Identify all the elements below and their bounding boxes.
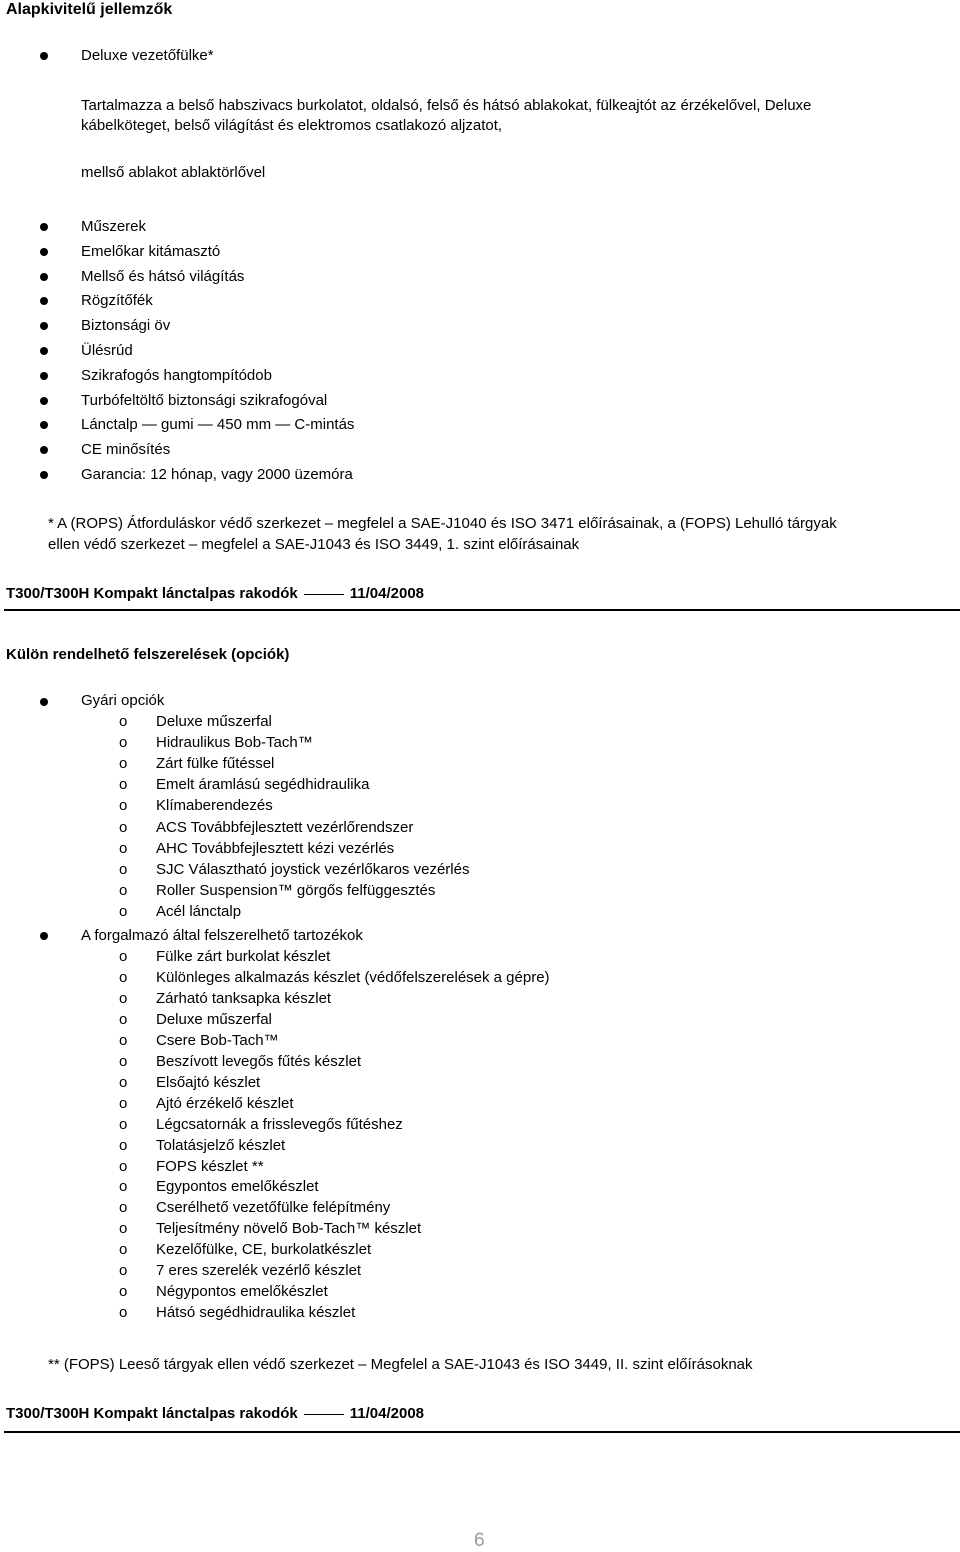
footer-rule-2 <box>4 1431 960 1433</box>
circle-bullet: o <box>119 860 128 878</box>
deluxe-cab-item: Deluxe vezetőfülke* <box>81 47 214 64</box>
list-item: Kezelőfülke, CE, burkolatkészlet <box>156 1241 372 1259</box>
list-item: Egypontos emelőkészlet <box>156 1178 319 1196</box>
list-item: Biztonsági öv <box>81 317 171 335</box>
circle-bullet: o <box>119 1115 128 1133</box>
bullet <box>40 248 48 256</box>
circle-bullet: o <box>119 968 128 986</box>
factory-options-label: Gyári opciók <box>81 692 165 709</box>
list-item: Mellső és hátsó világítás <box>81 267 245 285</box>
bullet <box>40 223 48 231</box>
footer-rule <box>4 609 960 611</box>
list-item: CE minősítés <box>81 441 171 459</box>
bullet <box>40 52 48 60</box>
footer-date: 11/04/2008 <box>349 1405 425 1422</box>
list-item: Deluxe műszerfal <box>156 1010 272 1028</box>
circle-bullet: o <box>119 713 128 730</box>
list-item: Lánctalp — gumi — 450 mm — C-mintás <box>81 416 355 434</box>
deluxe-description-line-2: kábelköteget, belső világítást és elektromos csatlakozó aljzatot, <box>81 117 503 134</box>
bullet <box>40 471 48 479</box>
list-item: Tolatásjelző készlet <box>156 1136 286 1154</box>
circle-bullet: o <box>119 1283 128 1301</box>
list-item: Szikrafogós hangtompítódob <box>81 366 272 384</box>
list-item: Műszerek <box>81 218 147 235</box>
list-item: SJC Választható joystick vezérlőkaros vezérlés <box>156 860 470 878</box>
bullet <box>40 273 48 281</box>
circle-bullet: o <box>119 734 128 752</box>
circle-bullet: o <box>119 1157 128 1175</box>
circle-bullet: o <box>119 818 128 836</box>
bullet <box>40 421 48 429</box>
dash-separator <box>304 594 344 595</box>
list-item: Légcsatornák a frisslevegős fűtéshez <box>156 1115 403 1133</box>
list-item: FOPS készlet ** <box>156 1157 264 1175</box>
options-heading: Külön rendelhető felszerelések (opciók) <box>6 646 290 663</box>
circle-bullet: o <box>119 1220 128 1238</box>
footer-model: T300/T300H Kompakt lánctalpas rakodók <box>6 585 298 602</box>
bullet <box>40 322 48 330</box>
circle-bullet: o <box>119 881 128 899</box>
list-item: Turbófeltöltő biztonsági szikrafogóval <box>81 391 328 409</box>
circle-bullet: o <box>119 797 128 815</box>
list-item: Cserélhető vezetőfülke felépítmény <box>156 1199 391 1217</box>
list-item: Teljesítmény növelő Bob-Tach™ készlet <box>156 1220 422 1238</box>
circle-bullet: o <box>119 1304 128 1322</box>
list-item: Hátsó segédhidraulika készlet <box>156 1304 356 1322</box>
circle-bullet: o <box>119 1136 128 1154</box>
list-item: Acél lánctalp <box>156 902 242 920</box>
page-title: Alapkivitelű jellemzők <box>6 1 173 18</box>
bullet <box>40 397 48 405</box>
footer-model-line-2 <box>6 1404 424 1424</box>
list-item: Csere Bob-Tach™ <box>156 1031 279 1049</box>
list-item: Hidraulikus Bob-Tach™ <box>156 734 313 752</box>
list-item: Deluxe műszerfal <box>156 713 272 730</box>
list-item: ACS Továbbfejlesztett vezérlőrendszer <box>156 818 414 836</box>
bullet <box>40 446 48 454</box>
footer-date: 11/04/2008 <box>349 585 425 602</box>
list-item: Emelőkar kitámasztó <box>81 242 221 260</box>
list-item: Különleges alkalmazás készlet (védőfelszerelések a gépre) <box>156 968 550 986</box>
list-item: Klímaberendezés <box>156 797 273 815</box>
fops-note: ** (FOPS) Leeső tárgyak ellen védő szerkezet – Megfelel a SAE-J1043 és ISO 3449, II. szint előírásoknak <box>48 1356 753 1373</box>
list-item: Ülésrúd <box>81 342 133 359</box>
list-item: Elsőajtó készlet <box>156 1073 261 1091</box>
list-item: Beszívott levegős fűtés készlet <box>156 1052 362 1070</box>
dash-separator <box>304 1414 344 1415</box>
circle-bullet: o <box>119 1010 128 1028</box>
footer-model: T300/T300H Kompakt lánctalpas rakodók <box>6 1405 298 1422</box>
circle-bullet: o <box>119 1178 128 1196</box>
bullet <box>40 372 48 380</box>
rops-note-line-1: * A (ROPS) Átforduláskor védő szerkezet – megfelel a SAE-J1040 és ISO 3471 előírásainak, a (FOPS) Lehulló tárgyak <box>48 515 837 532</box>
list-item: Rögzítőfék <box>81 292 153 310</box>
list-item: Garancia: 12 hónap, vagy 2000 üzemóra <box>81 466 353 483</box>
circle-bullet: o <box>119 755 128 773</box>
circle-bullet: o <box>119 1241 128 1259</box>
bullet <box>40 698 48 706</box>
bullet <box>40 347 48 355</box>
list-item: Zárt fülke fűtéssel <box>156 755 275 773</box>
list-item: Ajtó érzékelő készlet <box>156 1094 294 1112</box>
deluxe-description-line-1: Tartalmazza a belső habszivacs burkolatot, oldalsó, felső és hátsó ablakokat, fülkeajtót az érzékelővel, Deluxe <box>81 97 812 114</box>
list-item: 7 eres szerelék vezérlő készlet <box>156 1262 362 1280</box>
rops-note-line-2: ellen védő szerkezet – megfelel a SAE-J1043 és ISO 3449, 1. szint előírásainak <box>48 536 580 553</box>
list-item: Fülke zárt burkolat készlet <box>156 948 331 965</box>
circle-bullet: o <box>119 776 128 794</box>
circle-bullet: o <box>119 1031 128 1049</box>
list-item: Roller Suspension™ görgős felfüggesztés <box>156 881 436 899</box>
list-item: Emelt áramlású segédhidraulika <box>156 776 370 794</box>
circle-bullet: o <box>119 1073 128 1091</box>
list-item: AHC Továbbfejlesztett kézi vezérlés <box>156 839 395 857</box>
circle-bullet: o <box>119 989 128 1007</box>
list-item: Négypontos emelőkészlet <box>156 1283 328 1301</box>
circle-bullet: o <box>119 1094 128 1112</box>
bullet <box>40 932 48 940</box>
circle-bullet: o <box>119 1199 128 1217</box>
dealer-options-label: A forgalmazó által felszerelhető tartozékok <box>81 927 363 944</box>
circle-bullet: o <box>119 948 128 965</box>
page-number: 6 <box>474 1530 485 1551</box>
deluxe-description-line-3: mellső ablakot ablaktörlővel <box>81 164 266 181</box>
circle-bullet: o <box>119 902 128 920</box>
circle-bullet: o <box>119 839 128 857</box>
circle-bullet: o <box>119 1262 128 1280</box>
footer-model-line <box>6 584 424 604</box>
bullet <box>40 297 48 305</box>
circle-bullet: o <box>119 1052 128 1070</box>
list-item: Zárható tanksapka készlet <box>156 989 332 1007</box>
